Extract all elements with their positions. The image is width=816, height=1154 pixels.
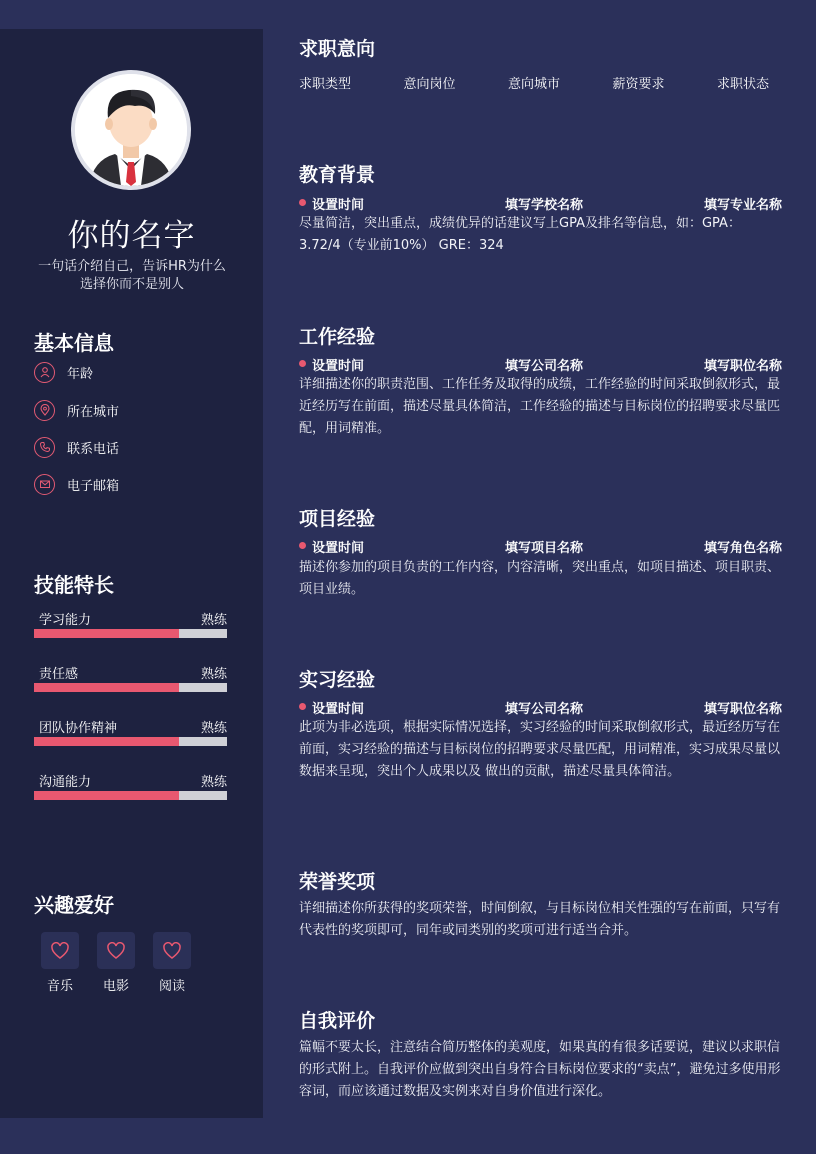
phone-icon [34,437,55,458]
skill-bar [34,683,227,692]
work-time: 设置时间 [312,359,365,374]
info-item-email [34,473,119,495]
hobby-label: 阅读 [158,979,185,994]
intent-field: 求职类型 [299,77,352,92]
skill-item [34,717,227,749]
hobby-label: 音乐 [46,979,73,994]
skill-level: 熟练 [200,775,227,790]
internship-desc: 此项为非必选项，根据实际情况选择，实习经验的时间采取倒叙形式，最近经历写在前面，实习经验的描述与目标岗位的招聘要求尽量匹配，用词精准，实习成果尽量以数据来呈现，突出个人成果以及 做出的贡献，描述尽量具体简洁。 [299,720,781,779]
project-desc: 描述你参加的项目负责的工作内容，内容清晰，突出重点，如项目描述、项目职责、项目业绩。 [299,560,781,597]
skill-item [34,663,227,695]
info-item-age [34,361,93,383]
internship-position: 填写职位名称 [703,702,782,717]
skill-bar-fill [34,737,179,746]
skill-level: 熟练 [200,613,227,628]
bullet-dot [299,542,306,549]
skill-name: 团队协作精神 [39,721,118,736]
work-position: 填写职位名称 [703,359,782,374]
work-heading: 工作经验 [299,326,376,348]
skill-bar [34,737,227,746]
work-meta [299,355,782,373]
job-intent-fields [299,73,769,92]
hobby-icon-box [41,932,79,969]
avatar [71,70,191,190]
hobby-item-music [41,932,79,994]
skill-bar-fill [34,683,179,692]
education-major: 填写专业名称 [703,198,782,213]
sidebar [0,29,263,1118]
honors-desc: 详细描述你所获得的奖项荣誉，时间倒叙，与目标岗位相关性强的写在前面，只写有代表性的奖项即可，同年或同类别的奖项可进行适当合并。 [299,901,781,938]
project-time: 设置时间 [312,541,365,556]
info-label: 联系电话 [67,441,120,457]
skills-heading: 技能特长 [34,573,114,597]
internship-company: 填写公司名称 [505,702,584,717]
internship-meta [299,698,782,716]
education-meta [299,194,782,212]
honors-heading: 荣誉奖项 [299,871,376,893]
project-heading: 项目经验 [299,508,376,530]
hobby-item-movie [97,932,135,994]
work-desc: 详细描述你的职责范围、工作任务及取得的成绩，工作经验的时间采取倒叙形式，最近经历写在前面，描述尽量具体简洁，工作经验的描述与目标岗位的招聘要求尽量匹配，用词精准。 [299,377,781,436]
skill-name: 沟通能力 [39,775,92,790]
info-item-phone [34,436,119,458]
info-item-city [34,399,119,421]
bullet-dot [299,199,306,206]
bullet-dot [299,360,306,367]
hobby-label: 电影 [102,979,129,994]
education-desc: 尽量简洁，突出重点，成绩优异的话建议写上GPA及排名等信息，如：GPA：3.72/4（专业前10%） GRE：324 [299,216,741,253]
profile-tagline: 一句话介绍自己，告诉HR为什么选择你而不是别人 [38,259,226,292]
project-role: 填写角色名称 [703,541,782,556]
person-icon [34,362,55,383]
avatar-illustration [75,74,187,186]
self-eval-heading: 自我评价 [299,1010,376,1032]
hobbies-heading: 兴趣爱好 [34,893,114,917]
skill-level: 熟练 [200,721,227,736]
skill-bar-fill [34,629,179,638]
profile-name: 你的名字 [67,218,196,254]
hobby-item-reading [153,932,191,994]
heart-icon [50,942,70,960]
internship-heading: 实习经验 [299,669,376,691]
info-label: 电子邮箱 [67,478,120,494]
project-meta [299,537,782,555]
self-eval-desc: 篇幅不要太长，注意结合简历整体的美观度，如果真的有很多话要说，建议以求职信的形式附上。自我评价应做到突出自身符合目标岗位要求的“卖点”，避免过多使用形容词，而应该通过数据及实例来对自身价值进行深化。 [299,1040,781,1099]
education-school: 填写学校名称 [505,198,584,213]
project-name: 填写项目名称 [505,541,584,556]
hobby-icon-box [153,932,191,969]
intent-field: 求职状态 [716,77,769,92]
mail-icon [34,474,55,495]
work-company: 填写公司名称 [505,359,584,374]
info-label: 年龄 [67,366,94,382]
skill-bar [34,629,227,638]
skill-item [34,609,227,641]
intent-field: 意向岗位 [403,77,456,92]
hobby-icon-box [97,932,135,969]
skill-name: 学习能力 [39,613,92,628]
bullet-dot [299,703,306,710]
basic-info-heading: 基本信息 [34,331,114,355]
skill-name: 责任感 [39,667,79,682]
location-icon [34,400,55,421]
skill-level: 熟练 [200,667,227,682]
info-label: 所在城市 [67,404,120,420]
internship-time: 设置时间 [312,702,365,717]
education-heading: 教育背景 [299,164,376,186]
heart-icon [162,942,182,960]
intent-field: 意向城市 [507,77,560,92]
job-intent-heading: 求职意向 [299,38,376,60]
skill-bar-fill [34,791,179,800]
heart-icon [106,942,126,960]
skill-bar [34,791,227,800]
intent-field: 薪资要求 [612,77,665,92]
education-time: 设置时间 [312,198,365,213]
skill-item [34,771,227,803]
